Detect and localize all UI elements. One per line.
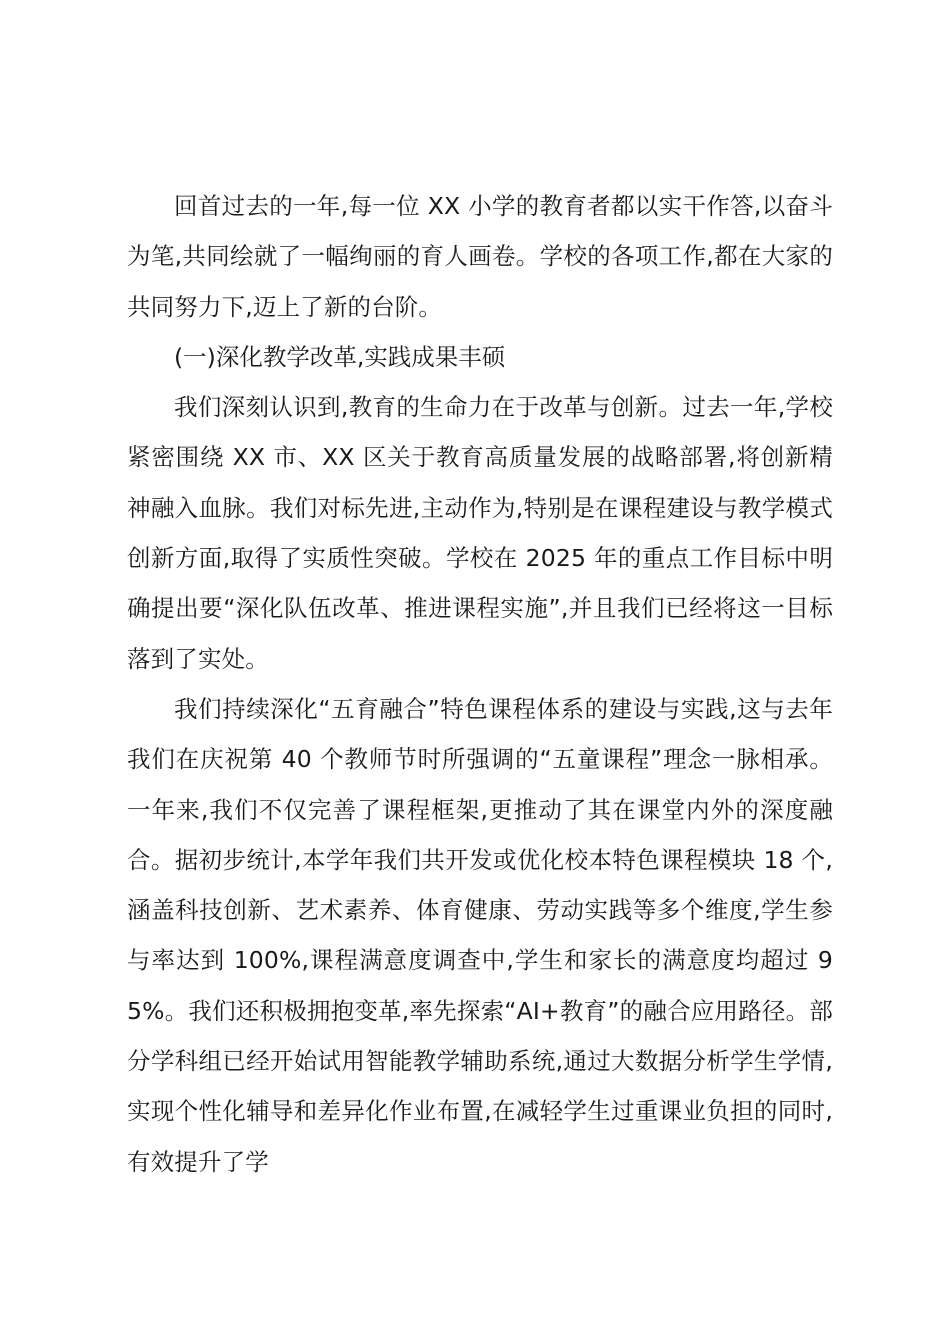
section-heading: (一)深化教学改革,实践成果丰硕 xyxy=(174,342,506,371)
document-page xyxy=(127,181,833,1187)
intro-paragraph: 回首过去的一年,每一位 XX 小学的教育者都以实干作答,以奋斗为笔,共同绘就了一幅绚丽的育人画卷。学校的各项工作,都在大家的共同努力下,迈上了新的台阶。 xyxy=(127,192,833,321)
curriculum-paragraph: 我们持续深化“五育融合”特色课程体系的建设与实践,这与去年我们在庆祝第 40 个教师节时所强调的“五童课程”理念一脉相承。一年来,我们不仅完善了课程框架,更推动了其在课堂内外的深度融合。据初步统计,本学年我们共开发或优化校本特色课程模块 18 个,涵盖科技创新、艺术素养、体育健康、劳动实践等多个维度,学生参与率达到 100%,课程满意度调查中,学生和家长的满意度均超过 95%。我们还积极拥抱变革,率先探索“AI+教育”的融合应用路径。部分学科组已经开始试用智能教学辅助系统,通过大数据分析学生学情,实现个性化辅导和差异化作业布置,在减轻学生过重课业负担的同时,有效提升了学 xyxy=(127,694,833,1176)
reform-paragraph: 我们深刻认识到,教育的生命力在于改革与创新。过去一年,学校紧密围绕 XX 市、XX 区关于教育高质量发展的战略部署,将创新精神融入血脉。我们对标先进,主动作为,特别是在课程建设与教学模式创新方面,取得了实质性突破。学校在 2025 年的重点工作目标中明确提出要“深化队伍改革、推进课程实施”,并且我们已经将这一目标落到了实处。 xyxy=(127,393,833,673)
